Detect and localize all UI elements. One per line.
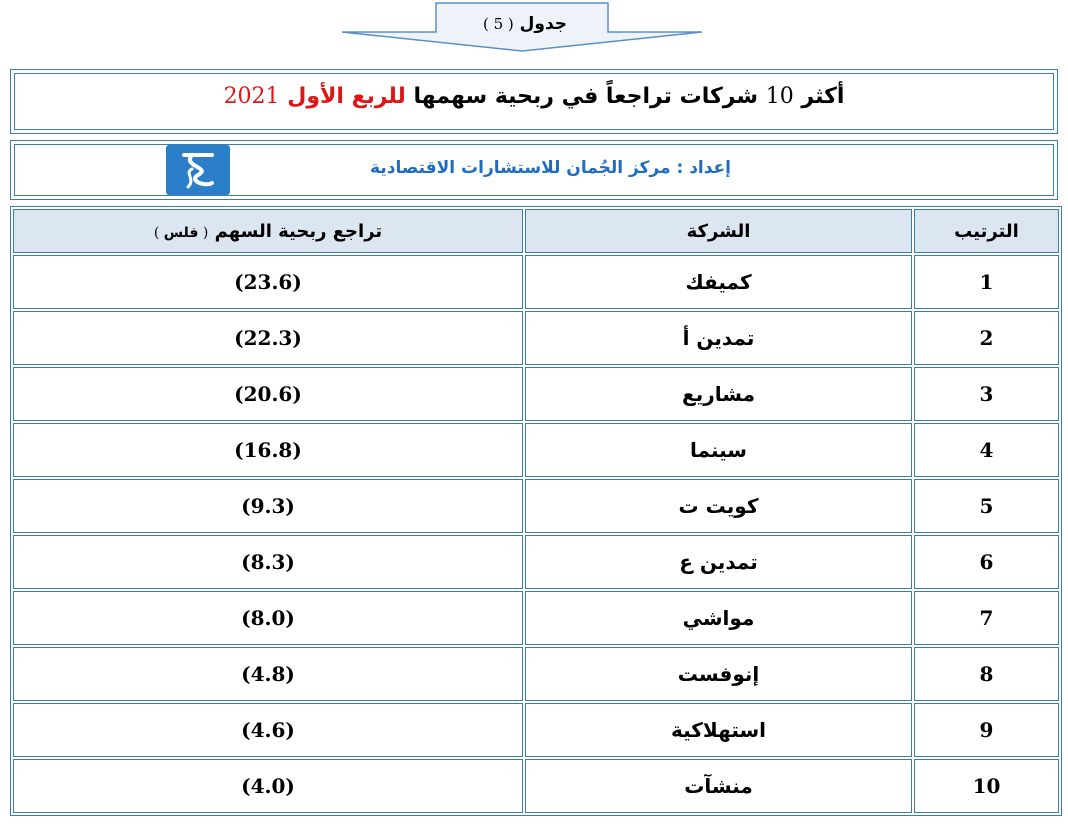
value-cell: (4.0) bbox=[13, 759, 523, 813]
rank-cell: 10 bbox=[914, 759, 1059, 813]
company-cell: مشاريع bbox=[525, 367, 912, 421]
company-cell: كويت ت bbox=[525, 479, 912, 533]
table-word: جدول bbox=[519, 14, 568, 34]
value-cell: (23.6) bbox=[13, 255, 523, 309]
header-value: تراجع ربحية السهم ( فلس ) bbox=[13, 209, 523, 253]
value-cell: (8.0) bbox=[13, 591, 523, 645]
header-company: الشركة bbox=[525, 209, 912, 253]
company-cell: كميفك bbox=[525, 255, 912, 309]
rank-cell: 8 bbox=[914, 647, 1059, 701]
title-box bbox=[10, 69, 1058, 134]
rank-cell: 9 bbox=[914, 703, 1059, 757]
table-row bbox=[13, 479, 1059, 533]
rank-cell: 2 bbox=[914, 311, 1059, 365]
table-row bbox=[13, 367, 1059, 421]
table-row bbox=[13, 255, 1059, 309]
prepared-by-text: إعداد : مركز الجُمان للاستشارات الاقتصادية bbox=[370, 158, 731, 178]
company-cell: تمدين ع bbox=[525, 535, 912, 589]
value-cell: (20.6) bbox=[13, 367, 523, 421]
header-rank: الترتيب bbox=[914, 209, 1059, 253]
value-cell: (4.8) bbox=[13, 647, 523, 701]
table-header-row bbox=[13, 209, 1059, 253]
ranking-table bbox=[10, 206, 1062, 816]
value-cell: (16.8) bbox=[13, 423, 523, 477]
table-row bbox=[13, 703, 1059, 757]
value-cell: (8.3) bbox=[13, 535, 523, 589]
company-cell: مواشي bbox=[525, 591, 912, 645]
table-number-label bbox=[470, 14, 580, 40]
company-cell: إنوفست bbox=[525, 647, 912, 701]
table-row bbox=[13, 423, 1059, 477]
table-row bbox=[13, 759, 1059, 813]
value-cell: (22.3) bbox=[13, 311, 523, 365]
table-row bbox=[13, 591, 1059, 645]
table-row bbox=[13, 647, 1059, 701]
company-cell: سينما bbox=[525, 423, 912, 477]
rank-cell: 6 bbox=[914, 535, 1059, 589]
rank-cell: 7 bbox=[914, 591, 1059, 645]
company-cell: استهلاكية bbox=[525, 703, 912, 757]
rank-cell: 4 bbox=[914, 423, 1059, 477]
table-row bbox=[13, 311, 1059, 365]
jumana-logo-icon bbox=[166, 145, 230, 195]
rank-cell: 3 bbox=[914, 367, 1059, 421]
table-row bbox=[13, 535, 1059, 589]
company-cell: تمدين أ bbox=[525, 311, 912, 365]
value-cell: (4.6) bbox=[13, 703, 523, 757]
value-cell: (9.3) bbox=[13, 479, 523, 533]
rank-cell: 5 bbox=[914, 479, 1059, 533]
table-number: ( 5 ) bbox=[482, 15, 514, 33]
rank-cell: 1 bbox=[914, 255, 1059, 309]
page-title: أكثر 10 شركات تراجعاً في ربحية سهمها للربع الأول 2021 bbox=[223, 84, 845, 109]
company-cell: منشآت bbox=[525, 759, 912, 813]
